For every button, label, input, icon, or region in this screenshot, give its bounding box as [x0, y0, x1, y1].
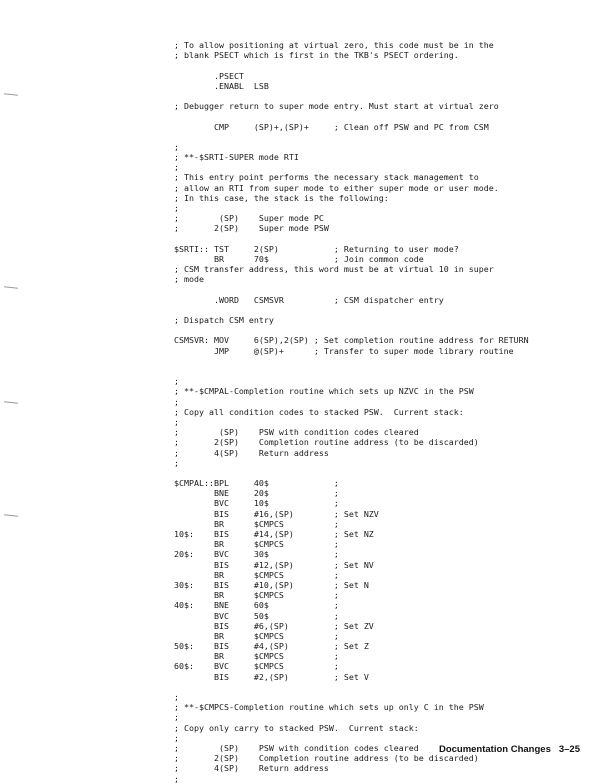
- scan-mark: [4, 93, 18, 95]
- code-line: [174, 132, 529, 142]
- code-line: ; In this case, the stack is the following:: [174, 192, 389, 203]
- code-line: BVC 10$ ;: [174, 498, 339, 509]
- code-line: BR 70$ ; Join common code: [174, 253, 424, 264]
- code-line: [174, 682, 529, 692]
- code-line: ;: [174, 416, 179, 427]
- code-line: [174, 285, 529, 295]
- code-line: CSMSVR: MOV 6(SP),2(SP) ; Set completion routine address for RETURN: [174, 335, 529, 346]
- code-line: ;: [174, 376, 179, 387]
- code-line: JMP @(SP)+ ; Transfer to super mode library routine: [174, 345, 514, 356]
- code-line: ; **-$SRTI-SUPER mode RTI: [174, 152, 299, 163]
- code-line: [174, 111, 529, 121]
- code-line: ; 2(SP) Completion routine address (to be discarded): [174, 437, 479, 448]
- code-line: ; (SP) PSW with condition codes cleared: [174, 427, 419, 438]
- code-line: [174, 91, 529, 101]
- code-line: 40$: BNE 60$ ;: [174, 600, 339, 611]
- code-line: BR $CMPCS ;: [174, 630, 339, 641]
- code-line: BNE 20$ ;: [174, 488, 339, 499]
- code-line: BIS #12,(SP) ; Set NV: [174, 559, 374, 570]
- code-line: ;: [174, 162, 179, 173]
- code-line: ; 4(SP) Return address: [174, 447, 329, 458]
- code-line: BR $CMPCS ;: [174, 651, 339, 662]
- code-line: .ENABL LSB: [174, 80, 269, 91]
- code-line: ;: [174, 712, 179, 723]
- code-line: ; (SP) PSW with condition codes cleared: [174, 742, 419, 753]
- code-line: [174, 325, 529, 335]
- code-line: $SRTI:: TST 2(SP) ; Returning to user mode?: [174, 243, 459, 254]
- code-line: CMP (SP)+,(SP)+ ; Clean off PSW and PC from CSM: [174, 121, 489, 132]
- code-line: ; Copy all condition codes to stacked PSW. Current stack:: [174, 406, 464, 417]
- page-footer: [439, 744, 580, 755]
- code-line: BIS #6,(SP) ; Set ZV: [174, 620, 374, 631]
- code-line: ;: [174, 141, 179, 152]
- code-line: ; Copy only carry to stacked PSW. Current stack:: [174, 722, 419, 733]
- code-line: BVC 50$ ;: [174, 610, 339, 621]
- code-line: ; 2(SP) Completion routine address (to be discarded): [174, 753, 479, 764]
- code-listing: [174, 40, 529, 784]
- scan-mark: [4, 514, 18, 516]
- code-line: 30$: BIS #10,(SP) ; Set N: [174, 579, 369, 590]
- code-line: ; allow an RTI from super mode to either super mode or user mode.: [174, 182, 499, 193]
- code-line: ;: [174, 203, 179, 213]
- page-number: 3–25: [558, 744, 580, 755]
- code-line: 60$: BVC $CMPCS ;: [174, 661, 339, 672]
- code-line: [174, 234, 529, 244]
- code-line: ; 4(SP) Return address: [174, 763, 329, 774]
- code-line: ; This entry point performs the necessary stack management to: [174, 172, 479, 183]
- code-line: BR $CMPCS ;: [174, 590, 339, 601]
- code-line: BIS #16,(SP) ; Set NZV: [174, 508, 379, 519]
- code-line: 20$: BVC 30$ ;: [174, 549, 339, 560]
- code-line: ;: [174, 396, 179, 407]
- code-line: BR $CMPCS ;: [174, 518, 339, 529]
- code-line: [174, 356, 529, 366]
- code-line: [174, 305, 529, 315]
- code-line: ;: [174, 692, 179, 702]
- code-line: ; blank PSECT which is first in the TKB's PSECT ordering.: [174, 50, 459, 61]
- code-line: ; **-$CMPAL-Completion routine which sets up NZVC in the PSW: [174, 386, 474, 397]
- code-line: $CMPAL::BPL 40$ ;: [174, 478, 339, 489]
- scan-mark: [4, 401, 18, 403]
- code-line: [174, 60, 529, 70]
- code-line: BIS #2,(SP) ; Set V: [174, 671, 369, 682]
- code-line: ; **-$CMPCS-Completion routine which sets up only C in the PSW: [174, 702, 484, 713]
- code-line: ; Debugger return to super mode entry. Must start at virtual zero: [174, 101, 499, 112]
- code-line: ;: [174, 457, 179, 468]
- code-line: ; CSM transfer address, this word must be at virtual 10 in super: [174, 264, 494, 275]
- code-line: ;: [174, 732, 179, 743]
- code-line: [174, 468, 529, 478]
- code-line: BR $CMPCS ;: [174, 569, 339, 580]
- code-line: [174, 366, 529, 376]
- code-line: .WORD CSMSVR ; CSM dispatcher entry: [174, 294, 444, 305]
- footer-title: Documentation Changes: [438, 744, 551, 755]
- code-line: 10$: BIS #14,(SP) ; Set NZ: [174, 529, 374, 539]
- code-line: ; To allow positioning at virtual zero, this code must be in the: [174, 40, 494, 50]
- code-line: ; mode: [174, 274, 204, 285]
- code-line: ; (SP) Super mode PC: [174, 213, 324, 224]
- code-line: 50$: BIS #4,(SP) ; Set Z: [174, 641, 369, 652]
- scan-mark: [4, 286, 18, 288]
- code-line: ; Dispatch CSM entry: [174, 315, 274, 326]
- code-line: ; 2(SP) Super mode PSW: [174, 223, 329, 234]
- code-line: BR $CMPCS ;: [174, 539, 339, 550]
- code-line: .PSECT: [174, 70, 244, 81]
- code-line: ;: [174, 773, 179, 784]
